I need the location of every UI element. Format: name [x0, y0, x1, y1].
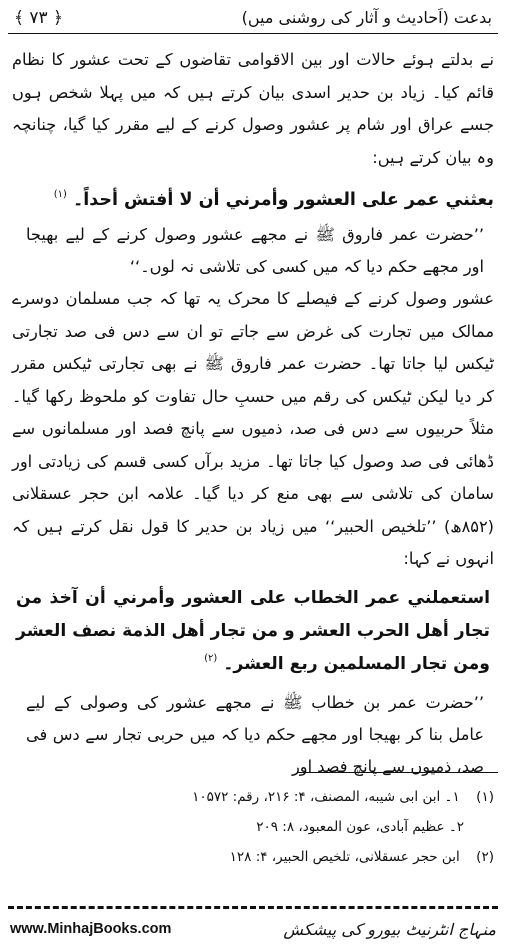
footnote: [12, 842, 494, 872]
arabic-quote-text: استعملني عمر الخطاب علی العشور وأمرني أن آخذ من تجار أهل الحرب العشر و من تجار أهل الذمة نصف العشر ومن تجار المسلمین ربع العشر۔: [16, 587, 490, 674]
footnote-ref: (۲): [204, 652, 218, 664]
paragraph: عشور وصول کرنے کے فیصلے کا محرک یہ تھا کہ جب مسلمان دوسرے ممالک میں تجارت کی غرض سے جاتے تو ان سے دس فی صد تجارتی ٹیکس لیا جاتا تھا۔ حضرت عمر فاروق ﷺ نے بھی تجارتی ٹیکس مقرر کر دیا لیکن ٹیکس کی رقم میں حسبِ حال تفاوت کو ملحوظ رکھا گیا۔ مثلاً حربیوں سے دس فی صد، ذمیوں سے پانچ فصد اور مسلمانوں سے ڈھائی فی صد وصول کیا جاتا تھا۔ مزید برآں کسی قسم کی زیادتی اور سامان کی تلاشی سے بھی منع کر دیا گیا۔ علامہ ابن حجر عسقلانی (۸۵۲ھ) ’’تلخیص الحبیر‘‘ میں زیاد بن حدیر کا قول نقل کرتے ہیں کہ انہوں نے کہا:: [12, 289, 494, 568]
footnote-rule: [298, 772, 498, 773]
page-footer: [10, 916, 496, 942]
arabic-quote: [12, 582, 494, 683]
main-text: [12, 44, 494, 783]
footnote-text: ۲۔ عظیم آبادی، عون المعبود، ۸: ۲۰۹: [256, 819, 464, 835]
page-number: ﴾ ۷۳ ﴿: [14, 7, 63, 28]
footnote-text: ابن حجر عسقلانی، تلخیص الحبیر، ۴: ۱۲۸: [229, 849, 460, 865]
footnote-text: ۱۔ ابن ابی شیبه، المصنف، ۴: ۲۱۶، رقم: ۱۰۵۷۲: [192, 789, 460, 805]
publisher-credit: منہاج انٹرنیٹ بیورو کی پیشکش: [283, 919, 496, 939]
footnote-number: (۲): [476, 849, 494, 865]
footnote: [12, 812, 494, 842]
running-title: بدعت (اَحادیث و آثار کی روشنی میں): [241, 7, 492, 27]
footnote: [12, 782, 494, 812]
translation-quote: ’’حضرت عمر بن خطاب ﷺ نے مجھے عشور کی وصولی کے لیے عامل بنا کر بھیجا اور مجھے حکم دیا کہ میں حربی تجار سے دس فی صد، ذمیوں سے پانچ فصد اور: [26, 692, 484, 776]
footer-rule: [8, 906, 498, 909]
translation-quote: ’’حضرت عمر فاروق ﷺ نے مجھے عشور وصول کرنے کے لیے بھیجا اور مجھے حکم دیا کہ میں کسی کی تلاشی نہ لوں۔‘‘: [26, 225, 484, 276]
footnotes: [12, 782, 494, 872]
website-link[interactable]: www.MinhajBooks.com: [10, 921, 172, 937]
footnote-ref: (۱): [53, 189, 67, 200]
footnote-number: (۱): [476, 789, 494, 805]
paragraph: نے بدلتے ہوئے حالات اور بین الاقوامی تقاضوں کے تحت عشور کا نظام قائم کیا۔ زیاد بن حدیر اسدی بیان کرتے ہیں کہ میں پہلا شخص ہوں جسے عراق اور شام پر عشور وصول کرنے کے لیے مقرر کیا گیا، چنانچہ وہ بیان کرتے ہیں:: [12, 50, 494, 167]
page-header: [14, 4, 492, 30]
header-rule: [8, 33, 498, 34]
arabic-quote: [12, 184, 494, 219]
arabic-quote-text: بعثني عمر علی العشور وأمرني أن لا أفتش أحداً۔: [72, 190, 494, 210]
